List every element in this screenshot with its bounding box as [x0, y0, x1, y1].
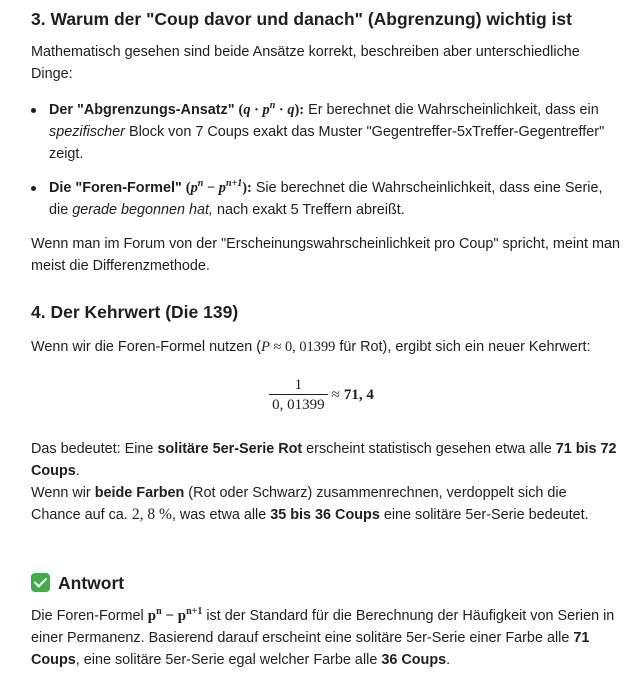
reciprocal-fraction: $\frac{1}{0, 01399}$ [269, 376, 328, 414]
bullet-2-title: Die "Foren-Formel" [49, 180, 182, 196]
section-4-heading: 4. Der Kehrwert (Die 139) [31, 302, 239, 322]
reciprocal-formula: $\frac{1}{0, 01399}$ ≈ 71, 4 [0, 376, 643, 414]
reciprocal-result: 71, 4 [343, 387, 374, 403]
answer-text: Die Foren-Formel $p^n - p^{n+1}$ ist der Standard für die Berechnung der Häufigkeit von Serien in einer Permanenz. Basierend darauf erscheint eine solitäre 5er-Serie einer Farbe alle 71 Coups, eine solitäre 5er-Serie egal welcher Farbe alle 36 Coups. [31, 606, 615, 668]
list-item-foren-formel: Die "Foren-Formel" $(p^n - p^{n+1})$: Sie berechnet die Wahrscheinlichkeit, dass eine Serie, die gerade begonnen hat, nach exakt 5 Treffern abreißt. [31, 177, 621, 221]
list-item-abgrenzung: Der "Abgrenzungs-Ansatz" $(q \cdot p^n \cdot q)$: Er berechnet die Wahrscheinlichkeit, dass ein spezifischer Block von 7 Coups exakt das Muster "Gegentreffer-5xTreffer-Gegentreffer" zeigt. [31, 99, 621, 165]
bullet-2-emphasis: gerade begonnen hat, [72, 202, 214, 218]
check-mark-icon [31, 573, 50, 592]
answer-heading: Antwort [31, 570, 124, 596]
section-4-meaning: Das bedeutet: Eine solitäre 5er-Serie Rot erscheint statistisch gesehen etwa alle 71 bis 72 Coups. [31, 441, 617, 479]
approach-list [31, 99, 621, 221]
section-3-outro: Wenn man im Forum von der "Erscheinungswahrscheinlichkeit pro Coup" spricht, meint man meist die Differenzmethode. [31, 236, 621, 274]
section-4-both-colors: Wenn wir beide Farben (Rot oder Schwarz) zusammenrechnen, verdoppelt sich die Chance auf ca. 2, 8 %, was etwa alle 35 bis 36 Coups eine solitäre 5er-Serie bedeutet. [31, 485, 589, 523]
bullet-1-title: Der "Abgrenzungs-Ansatz" [49, 102, 235, 118]
section-4-intro: Wenn wir die Foren-Formel nutzen (P ≈ 0, 01399 für Rot), ergibt sich ein neuer Kehrwert: [31, 339, 591, 355]
section-3-heading: 3. Warum der "Coup davor und danach" (Abgrenzung) wichtig ist [31, 9, 572, 29]
section-3-intro: Mathematisch gesehen sind beide Ansätze korrekt, beschreiben aber unterschiedliche Dinge: [31, 44, 580, 82]
bullet-1-emphasis: spezifischer [49, 124, 125, 140]
